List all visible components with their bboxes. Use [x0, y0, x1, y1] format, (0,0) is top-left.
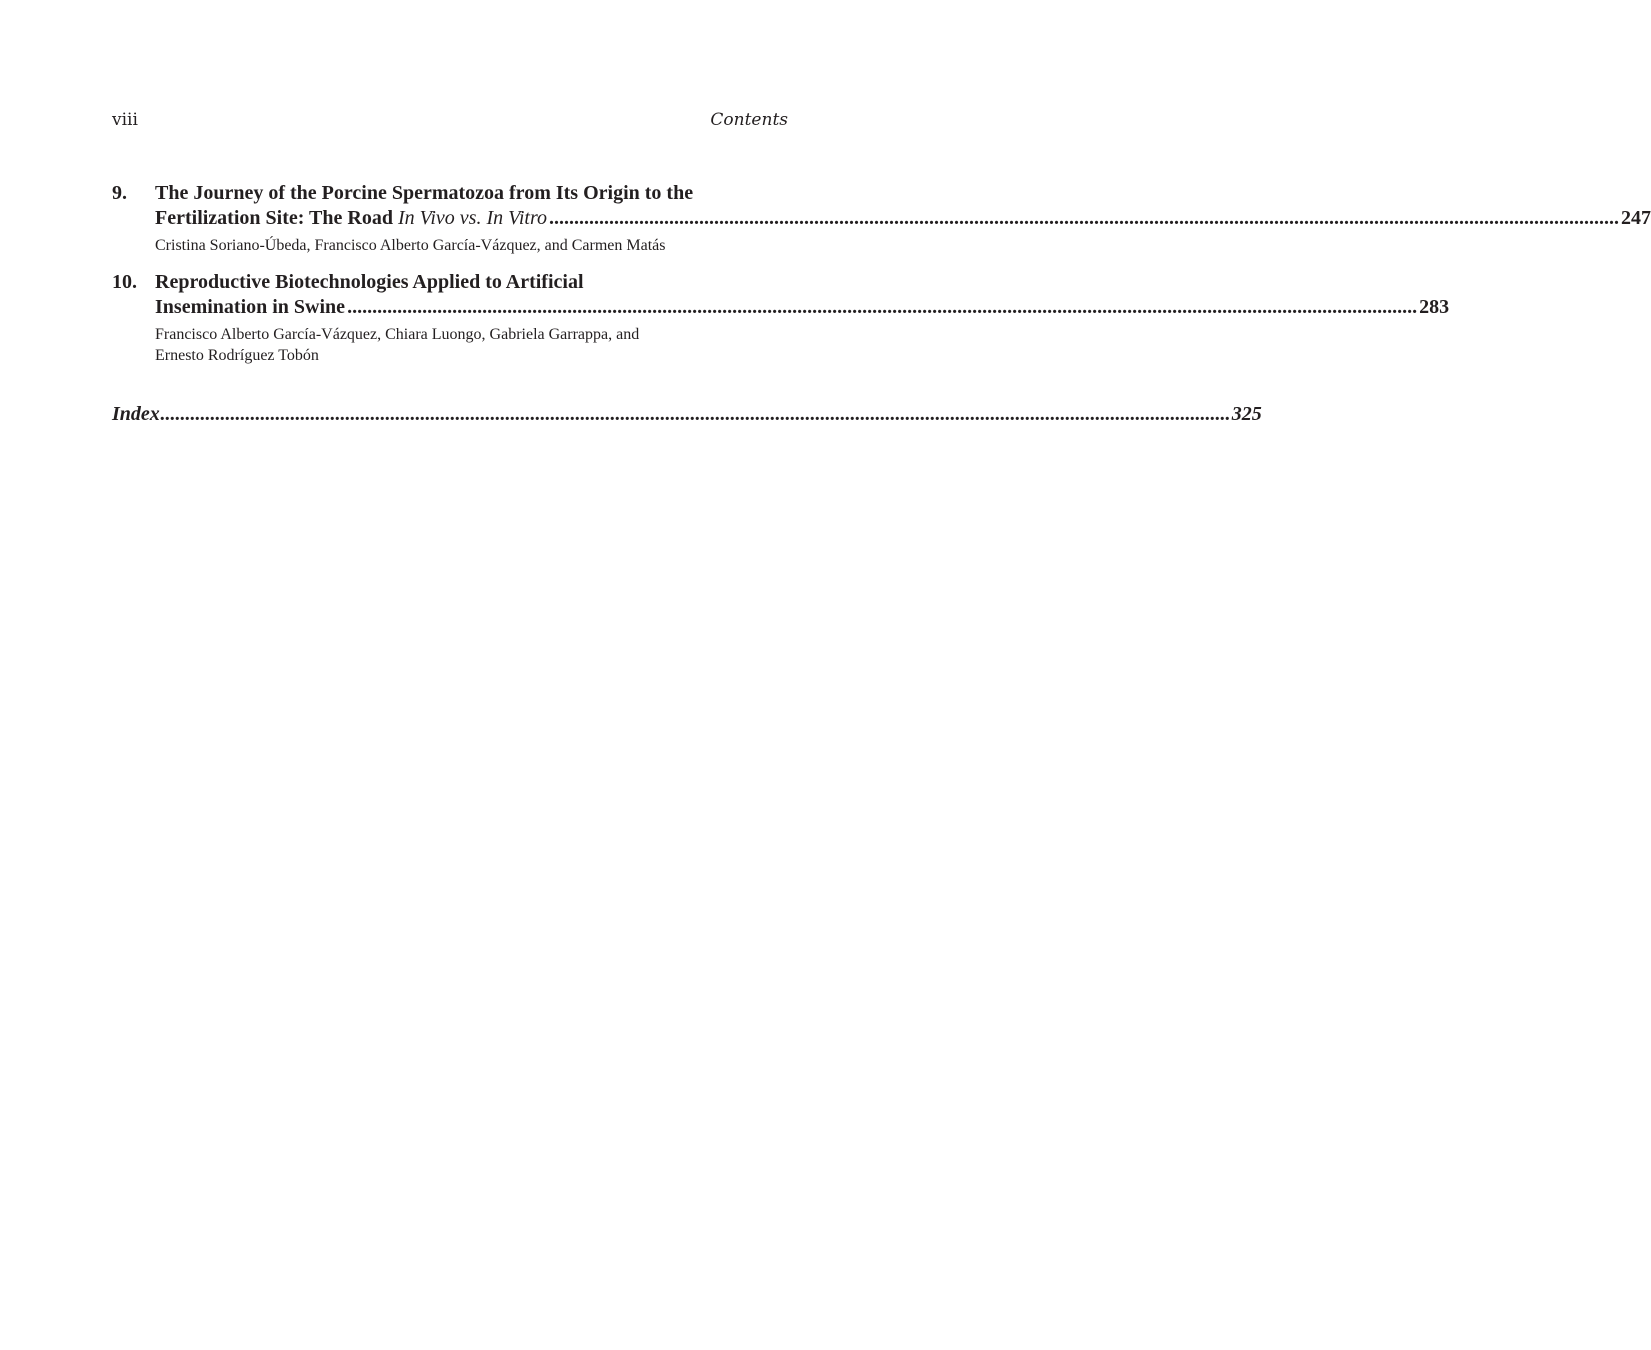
- authors-line2: Ernesto Rodríguez Tobón: [155, 347, 319, 364]
- chapter-number: 9.: [112, 182, 127, 204]
- chapter-authors: [155, 324, 1449, 366]
- dot-leader: ......................................................................................................................................................................................................................: [549, 207, 1619, 229]
- toc-entry-9[interactable]: [112, 181, 1651, 256]
- toc-entry-10[interactable]: [112, 270, 1450, 366]
- authors-line1: Cristina Soriano-Úbeda, Francisco Alberto García-Vázquez, and Carmen Matás: [155, 237, 666, 254]
- page-number: viii: [112, 110, 138, 130]
- toc-entry-index[interactable]: [112, 402, 1262, 427]
- dot-leader: ......................................................................................................................................................................................................................: [159, 403, 1230, 425]
- index-label: Index: [112, 403, 160, 425]
- chapter-page-number: 247: [1621, 207, 1651, 229]
- index-page-number: 325: [1231, 403, 1262, 425]
- dot-leader: ......................................................................................................................................................................................................................: [347, 296, 1418, 318]
- chapter-title-text: Fertilization Site: The Road: [155, 207, 393, 229]
- chapter-title-line1: The Journey of the Porcine Spermatozoa from Its Origin to the: [155, 182, 694, 204]
- chapter-number: 10.: [112, 271, 137, 293]
- authors-line1: Francisco Alberto García-Vázquez, Chiara Luongo, Gabriela Garrappa, and: [155, 326, 640, 343]
- chapter-title: [155, 270, 1449, 320]
- running-head: Contents: [710, 110, 788, 130]
- chapter-title-line2: [155, 206, 1651, 231]
- chapter-page-number: 283: [1419, 296, 1450, 318]
- chapter-title: [155, 181, 1651, 231]
- chapter-title-line2: [155, 295, 1449, 320]
- chapter-title-text: Insemination in Swine: [155, 296, 346, 318]
- chapter-title-line1: Reproductive Biotechnologies Applied to Artificial: [155, 271, 584, 293]
- watermark: [2, 192, 12, 244]
- chapter-authors: [155, 235, 1651, 256]
- chapter-title-italic: In Vivo vs. In Vitro: [397, 207, 547, 229]
- table-of-contents: [112, 181, 1651, 427]
